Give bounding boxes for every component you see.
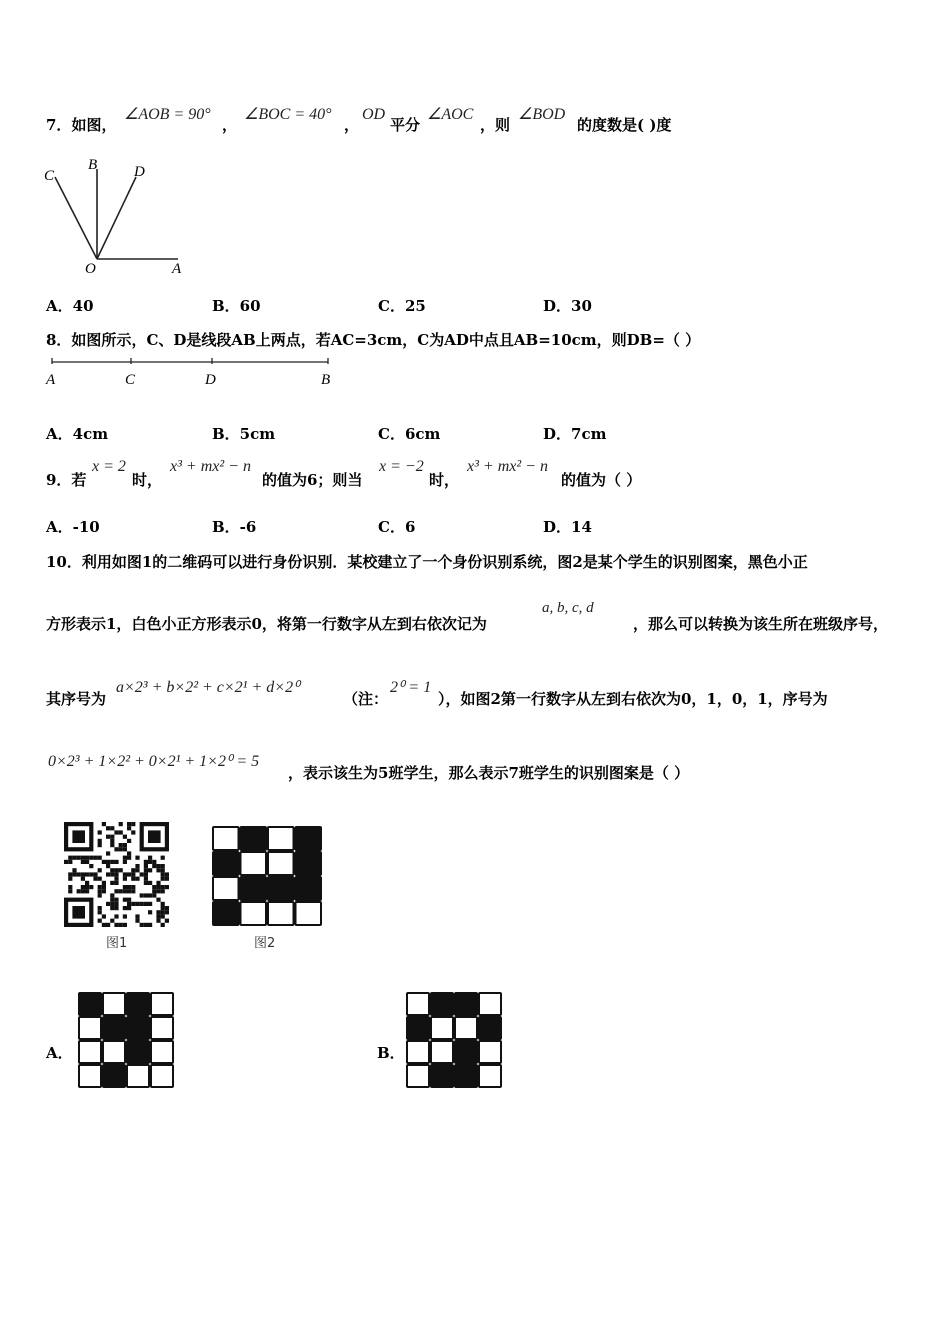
fig2-cell [268,827,294,850]
option-a-cell [79,993,101,1015]
q7-option-b[interactable]: B．60 [212,297,261,315]
fig2-cell [296,827,322,850]
q9-math-x2: x = 2 [92,458,126,475]
point-label-c: C [125,372,136,388]
q10-option-b-label[interactable]: B． [377,1044,405,1062]
q10-line3-note: （注： [343,690,389,708]
point-label-b: B [321,372,331,388]
label-o: O [85,261,96,277]
q7-bisects: 平分 [390,116,421,134]
option-a-cell [79,1065,101,1087]
q8-stem: 8．如图所示，C、D是线段AB上两点，若AC=3cm，C为AD中点且AB=10cm，则DB=（ ） [46,331,701,349]
option-b-cell [431,1041,453,1063]
q10-line1: 10．利用如图1的二维码可以进行身份识别．某校建立了一个身份识别系统，图2是某个学生的识别图案，黑色小正 [46,553,808,571]
option-b-cell [431,993,453,1015]
q7-option-a[interactable]: A．40 [46,297,94,315]
option-b-cell [455,1041,477,1063]
q10-line3-power: 2⁰ = 1 [390,679,432,696]
fig2-cell [241,852,267,875]
q9-text2: 的值为6；则当 [262,471,363,489]
point-label-a: A [46,372,56,388]
q9-math-poly1: x³ + mx² − n [170,458,251,475]
fig2-cell [296,902,322,925]
q7-option-d[interactable]: D．30 [543,297,592,315]
option-a-cell [151,1017,173,1039]
option-a-cell [127,1065,149,1087]
q7-sep1: ， [222,116,238,134]
q10-line3-start: 其序号为 [46,690,107,708]
label-d: D [134,164,145,180]
q7-then: ，则 [480,116,511,134]
q7-number: 7． [46,116,72,134]
option-b-cell [455,1017,477,1039]
option-a-cell [151,1041,173,1063]
option-a-cell [127,1041,149,1063]
fig2-cell [268,902,294,925]
q7-option-c[interactable]: C．25 [378,297,426,315]
label-a: A [172,261,182,277]
q10-line3-end: ），如图2第一行数字从左到右依次为0，1，0，1，序号为 [438,690,828,708]
option-b-cell [407,1065,429,1087]
q7-sep2: ， [344,116,360,134]
option-a-cell [79,1041,101,1063]
option-b-cell [455,1065,477,1087]
option-b-cell [407,993,429,1015]
q10-line2-start: 方形表示1，白色小正方形表示0，将第一行数字从左到右依次记为 [46,615,487,633]
q10-option-b-grid[interactable] [406,992,504,1090]
q8-option-b[interactable]: B．5cm [212,425,276,443]
fig1-caption: 图1 [106,936,128,951]
option-b-cell [431,1017,453,1039]
fig2-cell [241,877,267,900]
fig2-grid [212,826,324,928]
q8-segment-figure [40,352,340,392]
fig2-cell [268,877,294,900]
q9-number: 9．若 [46,471,87,489]
q10-line4-formula: 0×2³ + 1×2² + 0×2¹ + 1×2⁰ = 5 [48,753,260,770]
q7-math-bod: ∠BOD [518,106,566,123]
qr-code-icon [64,822,169,927]
q7-math-aob: ∠AOB = 90° [124,106,211,123]
q9-math-poly2: x³ + mx² − n [467,458,548,475]
q9-math-xneg2: x = −2 [379,458,424,475]
q9-text4: 的值为（ ） [561,471,642,489]
option-a-cell [103,1065,125,1087]
fig2-cell [213,827,239,850]
q8-option-c[interactable]: C．6cm [378,425,441,443]
q10-option-a-label[interactable]: A． [46,1044,73,1062]
option-a-cell [127,993,149,1015]
q9-option-c[interactable]: C．6 [378,518,416,536]
q10-line2-vars: a, b, c, d [542,600,594,616]
option-a-cell [103,993,125,1015]
q7-math-boc: ∠BOC = 40° [244,106,332,123]
q7-math-od: OD [362,106,386,123]
option-b-cell [455,993,477,1015]
fig2-cell [296,852,322,875]
q9-option-a[interactable]: A．-10 [46,518,100,536]
q7-suffix: 的度数是( )度 [577,116,672,134]
option-b-cell [479,1065,501,1087]
fig2-cell [268,852,294,875]
fig2-caption: 图2 [254,936,276,951]
q9-text3: 时， [429,471,460,489]
option-b-cell [479,993,501,1015]
fig2-cell [213,902,239,925]
fig2-cell [241,827,267,850]
option-a-cell [103,1017,125,1039]
q10-line4-end: ，表示该生为5班学生，那么表示7班学生的识别图案是（ ） [288,764,690,782]
fig2-cell [296,877,322,900]
option-a-cell [103,1041,125,1063]
option-a-cell [79,1017,101,1039]
option-a-cell [151,993,173,1015]
option-b-cell [431,1065,453,1087]
fig2-cell [213,877,239,900]
qr-code-figure [64,822,174,932]
option-a-cell [151,1065,173,1087]
option-b-cell [407,1041,429,1063]
option-a-cell [127,1017,149,1039]
ray-od [97,177,136,259]
q8-option-a[interactable]: A．4cm [46,425,109,443]
q10-option-a-grid[interactable] [78,992,176,1090]
fig2-cell [241,902,267,925]
q10-line2-end: ，那么可以转换为该生所在班级序号， [633,615,889,633]
q7-stem [46,114,116,135]
fig2-cell [213,852,239,875]
q9-option-d[interactable]: D．14 [543,518,592,536]
q8-option-d[interactable]: D．7cm [543,425,607,443]
q7-angle-figure [40,155,200,280]
q10-line3-formula: a×2³ + b×2² + c×2¹ + d×2⁰ [116,679,300,696]
option-b-cell [407,1017,429,1039]
q9-option-b[interactable]: B．-6 [212,518,257,536]
q9-text1: 时， [132,471,163,489]
q7-prefix: 如图， [71,116,117,134]
label-b: B [88,157,98,173]
point-label-d: D [205,372,216,388]
option-b-cell [479,1041,501,1063]
option-b-cell [479,1017,501,1039]
label-c: C [44,168,55,184]
ray-oc [55,177,97,259]
q7-math-aoc: ∠AOC [427,106,474,123]
